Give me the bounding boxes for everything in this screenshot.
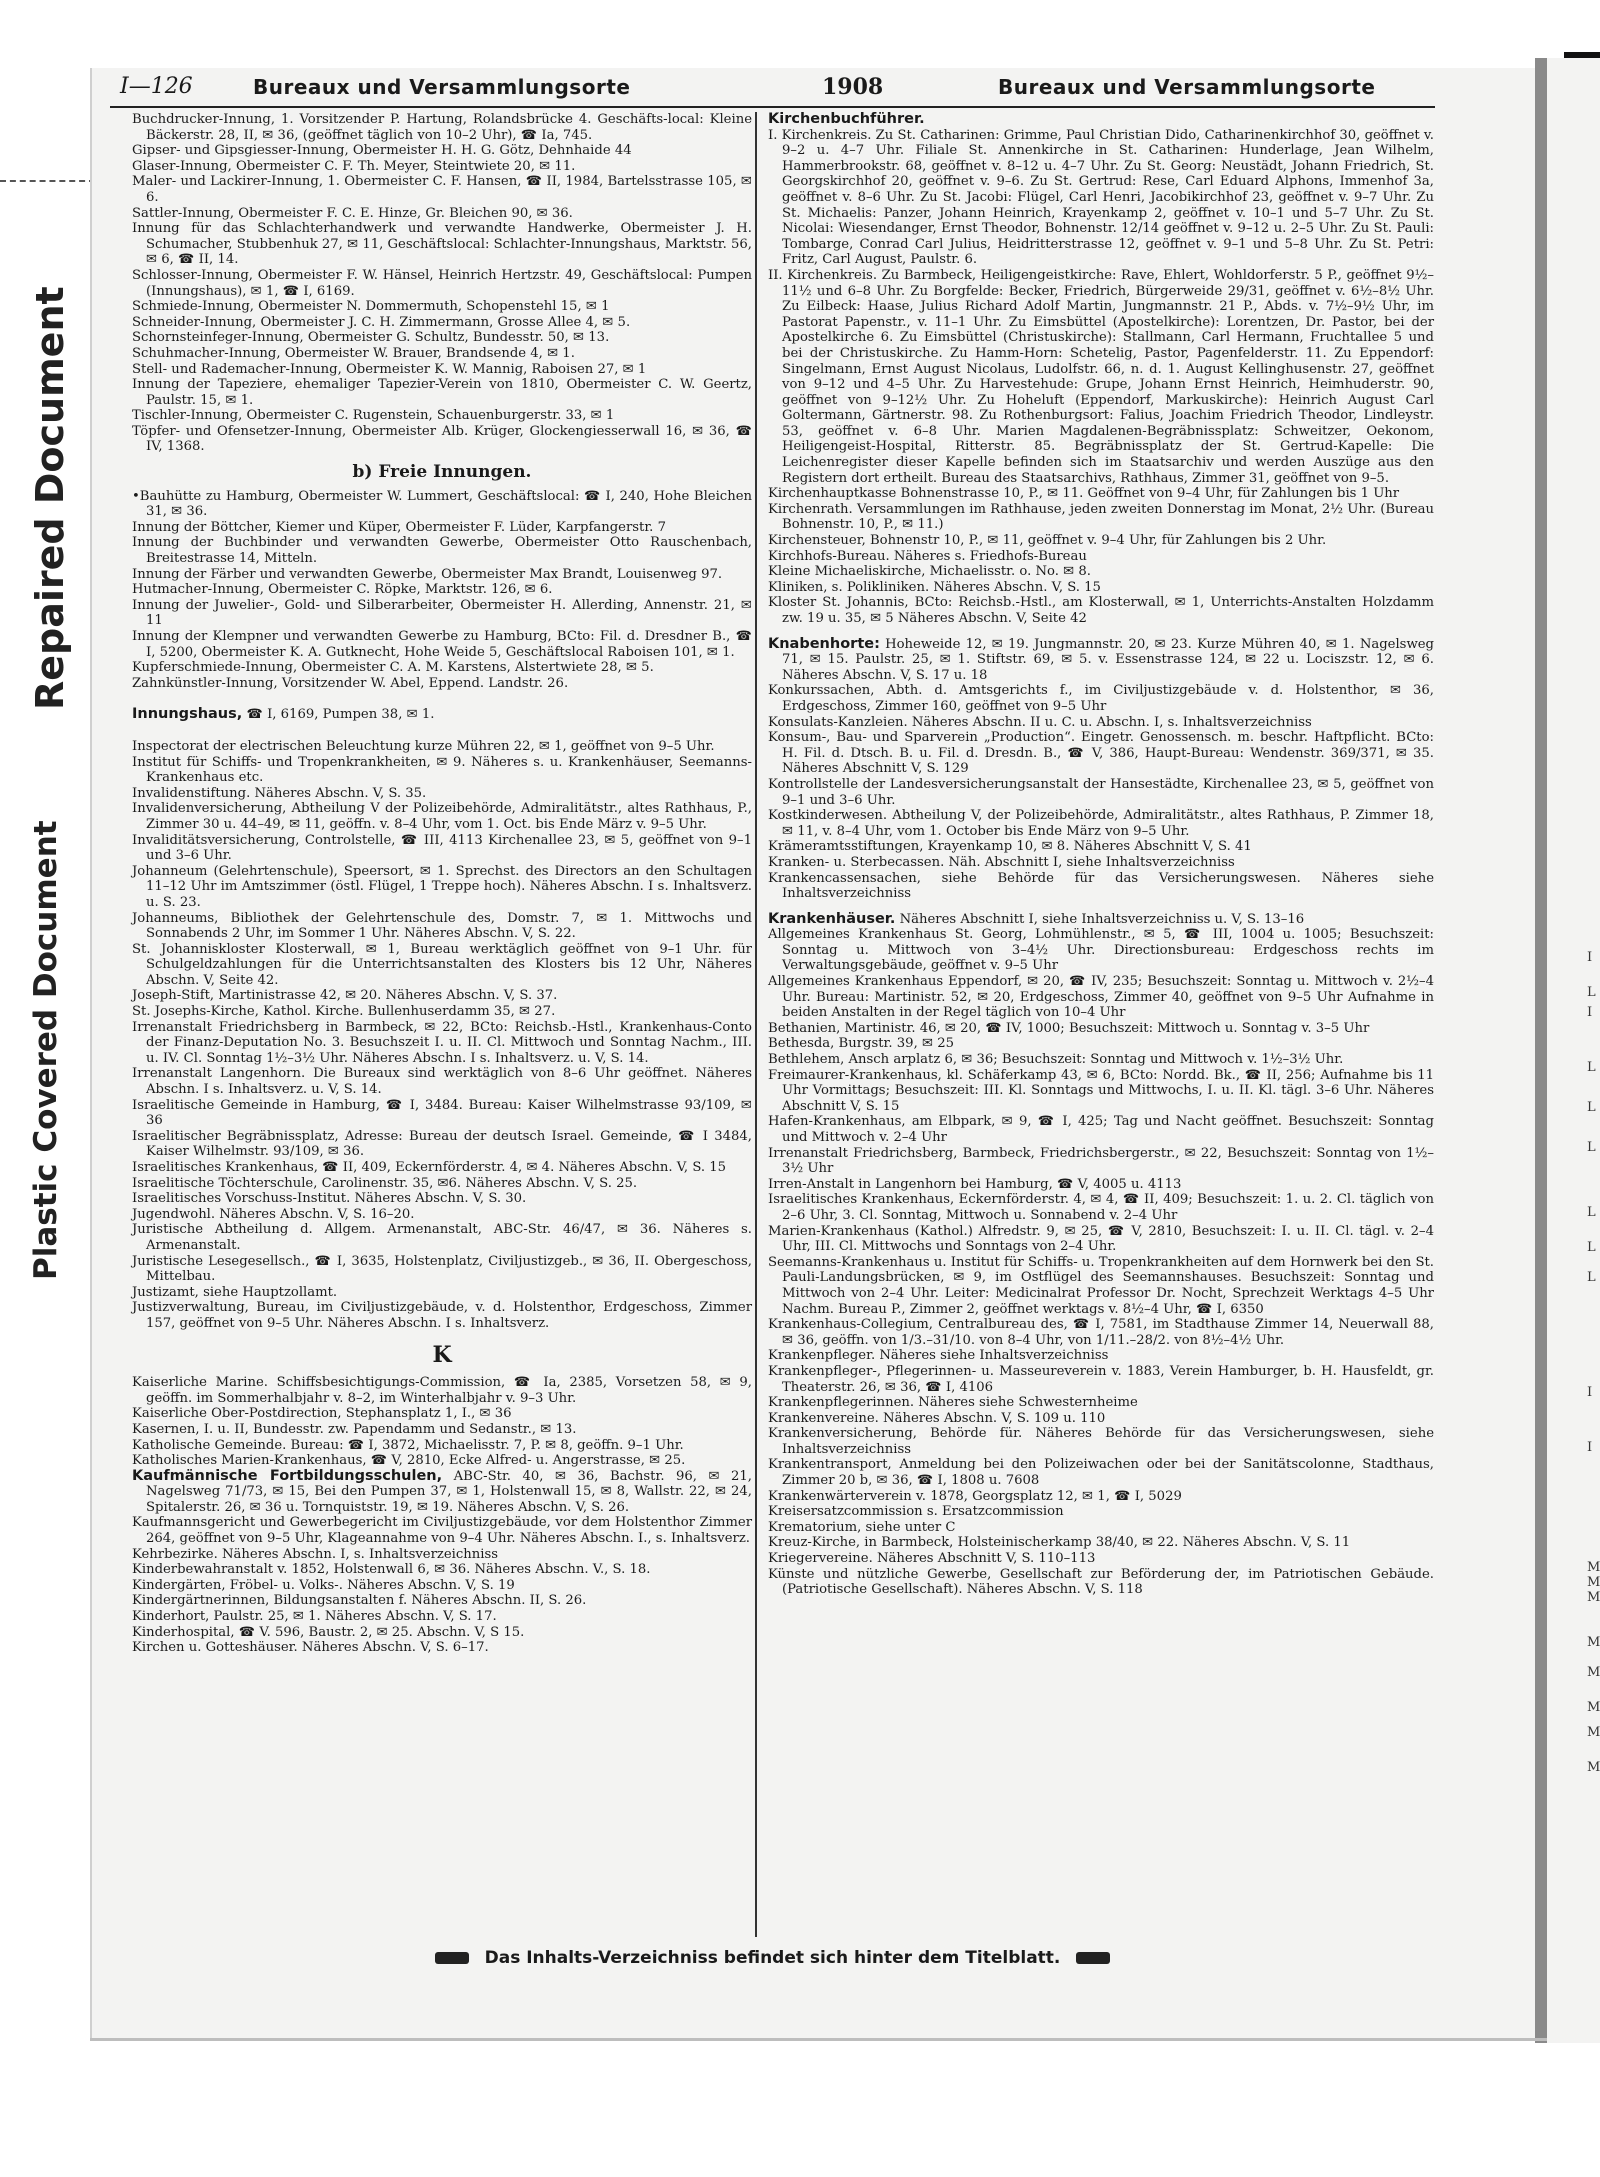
directory-entry: Kranken- u. Sterbecassen. Näh. Abschnitt I, siehe Inhaltsverzeichniss <box>768 854 1235 870</box>
directory-entry: Künste und nützliche Gewerbe, Gesellschaft zur Beförderung der, im Patriotischen Gebäude. (Patriotische Gesellschaft). Näheres Abschn. V, S. 118 <box>768 1566 1434 1598</box>
adjacent-page-fragment: M <box>1587 1760 1600 1775</box>
directory-entry: Kirchen u. Gotteshäuser. Näheres Abschn. V, S. 6–17. <box>132 1640 489 1656</box>
directory-entry: Krämeramtsstiftungen, Krayenkamp 10, ✉ 8. Näheres Abschnitt V, S. 41 <box>768 839 1252 855</box>
directory-entry: Innung der Färber und verwandten Gewerbe, Obermeister Max Brandt, Louisenweg 97. <box>132 566 723 582</box>
directory-entry: Seemanns-Krankenhaus u. Institut für Schiffs- u. Tropenkrankheiten auf dem Hornwerk bei den St. Pauli-Landungsbrücken, ✉ 9, im Ostflügel des Seemannshauses. Besuchszeit: Sonntag und Mittwoch von 2–4 Uhr. Leiter: Medicinalrat Professor Dr. Nocht, Sprechzeit Werktags 4–5 Uhr Nachm. Bureau P., Zimmer 2, geöffnet werktags v. 8½–4 Uhr, ☎ I, 6350 <box>768 1254 1434 1317</box>
directory-entry: Maler- und Lackirer-Innung, 1. Obermeister C. F. Hansen, ☎ II, 1984, Bartelsstrasse 105, ✉ 6. <box>132 174 752 205</box>
directory-entry: Marien-Krankenhaus (Kathol.) Alfredstr. 9, ✉ 25, ☎ V, 2810, Besuchszeit: I. u. II. Cl. tägl. v. 2–4 Uhr, III. Cl. Mittwochs und Sonntags von 2–4 Uhr. <box>768 1223 1434 1255</box>
krankenhaeuser-text: Näheres Abschnitt I, siehe Inhaltsverzeichniss u. V, S. 13–16 <box>895 911 1305 927</box>
directory-entry: Katholische Gemeinde. Bureau: ☎ I, 3872, Michaelisstr. 7, P. ✉ 8, geöffn. 9–1 Uhr. <box>132 1437 684 1453</box>
directory-entry: Joseph-Stift, Martinistrasse 42, ✉ 20. Näheres Abschn. V, S. 37. <box>132 988 558 1004</box>
directory-entry: Krematorium, siehe unter C <box>768 1519 956 1535</box>
directory-entry: Zahnkünstler-Innung, Vorsitzender W. Abel, Eppend. Landstr. 26. <box>132 675 569 691</box>
adjacent-page-fragment: L <box>1587 1060 1596 1075</box>
directory-entry: Allgemeines Krankenhaus Eppendorf, ✉ 20, ☎ IV, 235; Besuchszeit: Sonntag u. Mittwoch v. 2½–4 Uhr. Bureau: Martinistr. 52, ✉ 20, Erdgeschoss, Zimmer 40, geöffnet von 9–5 Uhr Aufnahme in beiden Anstalten in der Regel täglich von 10–4 Uhr <box>768 974 1434 1021</box>
directory-entry: Hafen-Krankenhaus, am Elbpark, ✉ 9, ☎ I, 425; Tag und Nacht geöffnet. Besuchszeit: Sonntag und Mittwoch v. 2–4 Uhr <box>768 1114 1434 1145</box>
innungshaus-text: ☎ I, 6169, Pumpen 38, ✉ 1. <box>242 707 435 723</box>
directory-entry: Kirchensteuer, Bohnenstr 10, P., ✉ 11, geöffnet v. 9–4 Uhr, für Zahlungen bis 2 Uhr. <box>768 533 1327 549</box>
pointing-hand-right-icon <box>1076 1952 1110 1964</box>
adjacent-page-fragment: L <box>1587 1140 1596 1155</box>
directory-entry: Invaliditätsversicherung, Controlstelle, ☎ III, 4113 Kirchenallee 23, ✉ 5, geöffnet von 9–1 und 3–6 Uhr. <box>132 832 752 864</box>
directory-entry: Inspectorat der electrischen Beleuchtung kurze Mühren 22, ✉ 1, geöffnet von 9–5 Uhr. <box>132 738 715 754</box>
directory-entry: Invalidenversicherung, Abtheilung V der Polizeibehörde, Admiralitätstr., altes Rathhaus, P., Zimmer 30 u. 44–49, ✉ 11, geöffn. v. 8–4 Uhr, vom 1. Oct. bis Ende März v. 9–5 Uhr. <box>132 801 752 832</box>
directory-entry: Stell- und Rademacher-Innung, Obermeister K. W. Mannig, Raboisen 27, ✉ 1 <box>132 361 647 377</box>
directory-entry: Krankencassensachen, siehe Behörde für das Versicherungswesen. Näheres siehe Inhaltsverzeichniss <box>768 870 1434 902</box>
adjacent-page-fragment: L <box>1587 1240 1596 1255</box>
directory-entry: Kehrbezirke. Näheres Abschn. I, s. Inhaltsverzeichniss <box>132 1546 498 1562</box>
directory-entry: Krankenpfleger-, Pflegerinnen- u. Masseureverein v. 1883, Verein Hamburger, b. H. Hausfeldt, gr. Theaterstr. 26, ✉ 36, ☎ I, 4106 <box>768 1363 1434 1395</box>
directory-entry: Innung der Buchbinder und verwandten Gewerbe, Obermeister Otto Rauschenbach, Breitestrasse 14, Mitteln. <box>132 535 752 567</box>
adjacent-page-fragment: M <box>1587 1725 1600 1740</box>
i-entries-list <box>132 739 752 1332</box>
adjacent-page-fragment: L <box>1587 985 1596 1000</box>
directory-entry: Krankenwärterverein v. 1878, Georgsplatz 12, ✉ 1, ☎ I, 5029 <box>768 1488 1182 1504</box>
adjacent-page-fragment: L <box>1587 1100 1596 1115</box>
directory-entry: Kirchhofs-Bureau. Näheres s. Friedhofs-Bureau <box>768 548 1087 564</box>
directory-entry: Israelitischer Begräbnissplatz, Adresse: Bureau der deutsch Israel. Gemeinde, ☎ I 3484, Kaiser Wilhelmstr. 93/109, ✉ 36. <box>132 1128 752 1160</box>
innungshaus-heading: Innungshaus, <box>132 706 243 723</box>
directory-entry: Juristische Abtheilung d. Allgem. Armenanstalt, ABC-Str. 46/47, ✉ 36. Näheres s. Armenanstalt. <box>132 1222 752 1253</box>
directory-entry: Töpfer- und Ofensetzer-Innung, Obermeister Alb. Krüger, Glockengiesserwall 16, ✉ 36, ☎ IV, 1368. <box>132 423 752 455</box>
directory-entry: Invalidenstiftung. Näheres Abschn. V, S. 35. <box>132 785 427 801</box>
page-bottom-edge <box>90 2038 1547 2041</box>
kfs-heading: Kaufmännische Fortbildungsschulen, <box>132 1467 443 1484</box>
knabenhorte-entry <box>768 637 1434 684</box>
adjacent-page-fragment: L <box>1587 1270 1596 1285</box>
krankenhaus-list <box>768 927 1434 1598</box>
adjacent-page-fragment: I <box>1587 1005 1593 1020</box>
directory-entry: Johanneum (Gelehrtenschule), Speersort, ✉ 1. Sprechst. des Directors an den Schultagen 11–12 Uhr im Amtszimmer (östl. Flügel, 1 Treppe hoch). Näheres Abschn. I s. Inhaltsverz. u. S. 23. <box>132 863 752 910</box>
header-left-title: Bureaux und Versammlungsorte <box>253 75 631 99</box>
directory-entry: Justizamt, siehe Hauptzollamt. <box>132 1284 338 1300</box>
directory-entry: Kaufmannsgericht und Gewerbegericht im Civiljustizgebäude, vor dem Holstenthor Zimmer 264, geöffnet von 9–5 Uhr, Klageannahme von 9–4 Uhr. Näheres Abschn. I., s. Inhaltsverz. <box>132 1515 752 1547</box>
directory-entry: Katholisches Marien-Krankenhaus, ☎ V, 2810, Ecke Alfred- u. Angerstrasse, ✉ 25. <box>132 1453 686 1469</box>
krankenhaeuser-heading: Krankenhäuser. <box>768 910 896 927</box>
krankenhaeuser-entry <box>768 912 1434 928</box>
header-year: 1908 <box>822 74 884 100</box>
adjacent-page-fragment: I <box>1587 1385 1593 1400</box>
directory-entry: Innung der Böttcher, Kiemer und Küper, Obermeister F. Lüder, Karpfangerstr. 7 <box>132 519 666 535</box>
knabenhorte-heading: Knabenhorte: <box>768 635 880 652</box>
adjacent-page-fragment: M <box>1587 1665 1600 1680</box>
directory-entry: Kinderhort, Paulstr. 25, ✉ 1. Näheres Abschn. V, S. 17. <box>132 1609 497 1625</box>
directory-entry: Irrenanstalt Friedrichsberg in Barmbeck, ✉ 22, BCto: Reichsb.-Hstl., Krankenhaus-Conto der Finanz-Deputation No. 3. Besuchszeit I. u. II. Cl. Mittwoch und Sonntag Nachm., III. u. IV. Cl. Sonntag 1½–3½ Uhr. Näheres Abschn. I s. Inhaltsverz. u. V, S. 14. <box>132 1019 752 1066</box>
directory-entry: Schlosser-Innung, Obermeister F. W. Hänsel, Heinrich Hertzstr. 49, Geschäftslocal: Pumpen (Innungshaus), ✉ 1, ☎ I, 6169. <box>132 267 752 299</box>
directory-entry: Tischler-Innung, Obermeister C. Rugenstein, Schauenburgerstr. 33, ✉ 1 <box>132 408 615 424</box>
directory-entry: Kindergärten, Fröbel- u. Volks-. Näheres Abschn. V, S. 19 <box>132 1577 515 1593</box>
page-footer <box>110 1948 1435 1968</box>
directory-entry: Irrenanstalt Friedrichsberg, Barmbeck, Friedrichsbergerstr., ✉ 22, Besuchszeit: Sonntag von 1½–3½ Uhr <box>768 1145 1434 1177</box>
adjacent-page-fragment: M <box>1587 1590 1600 1605</box>
directory-entry: Innung der Juwelier-, Gold- und Silberarbeiter, Obermeister H. Allerding, Annenstr. 21, ✉ 11 <box>132 597 752 629</box>
adjacent-page-edge <box>1547 58 1600 2043</box>
directory-entry: Kindergärtnerinnen, Bildungsanstalten f. Näheres Abschn. II, S. 26. <box>132 1593 587 1609</box>
directory-entry: Kloster St. Johannis, BCto: Reichsb.-Hstl., am Klosterwall, ✉ 1, Unterrichts-Anstalten Holzdamm zw. 19 u. 35, ✉ 5 Näheres Abschn. V, Seite 42 <box>768 595 1434 626</box>
freie-innungen-list <box>132 489 752 692</box>
directory-entry: Israelitisches Krankenhaus, Eckernförderstr. 4, ✉ 4, ☎ II, 409; Besuchszeit: 1. u. 2. Cl. täglich von 2–6 Uhr, 3. Cl. Sonntag, Mittwoch u. Sonnabend v. 2–4 Uhr <box>768 1192 1434 1223</box>
directory-entry: Kupferschmiede-Innung, Obermeister C. A. M. Karstens, Alstertwiete 28, ✉ 5. <box>132 660 654 676</box>
directory-entry: St. Josephs-Kirche, Kathol. Kirche. Bullenhuserdamm 35, ✉ 27. <box>132 1004 556 1020</box>
knabenhorte-text: Hoheweide 12, ✉ 19. Jungmannstr. 20, ✉ 23. Kurze Mühren 40, ✉ 1. Nagelsweg 71, ✉ 15. Paulstr. 25, ✉ 1. Stiftstr. 69, ✉ 5. v. Essenstrasse 124, ✉ 22 u. Lociszstr. 12, ✉ 6. Näheres Abschn. V, S. 17 u. 18 <box>782 636 1434 683</box>
directory-entry: Sattler-Innung, Obermeister F. C. E. Hinze, Gr. Bleichen 90, ✉ 36. <box>132 205 573 221</box>
directory-entry: Kontrollstelle der Landesversicherungsanstalt der Hansestädte, Kirchenallee 23, ✉ 5, geöffnet von 9–1 und 3–6 Uhr. <box>768 776 1434 808</box>
directory-entry: Kirchenrath. Versammlungen im Rathhause, jeden zweiten Donnerstag im Monat, 2½ Uhr. (Bureau Bohnenstr. 10, P., ✉ 11.) <box>768 501 1434 533</box>
side-label-repaired: Repaired Document <box>28 286 72 710</box>
directory-entry: Kaiserliche Ober-Postdirection, Stephansplatz 1, I., ✉ 36 <box>132 1406 512 1422</box>
footer-text: Das Inhalts-Verzeichniss befindet sich hinter dem Titelblatt. <box>484 1948 1061 1968</box>
adjacent-page-fragment: M <box>1587 1575 1600 1590</box>
directory-entry: Krankentransport, Anmeldung bei den Polizeiwachen oder bei der Sanitätscolonne, Stadthaus, Zimmer 20 b, ✉ 36, ☎ I, 1808 u. 7608 <box>768 1457 1434 1489</box>
page-number: I—126 <box>120 74 193 99</box>
directory-entry: Krankenversicherung, Behörde für. Näheres Behörde für das Versicherungswesen, siehe Inhaltsverzeichniss <box>768 1426 1434 1457</box>
directory-entry: Kleine Michaeliskirche, Michaelisstr. o. No. ✉ 8. <box>768 564 1091 580</box>
adjacent-page-fragment: I <box>1587 1440 1593 1455</box>
directory-entry: Kreisersatzcommission s. Ersatzcommission <box>768 1504 1064 1520</box>
adjacent-page-fragment: M <box>1587 1700 1600 1715</box>
directory-entry: Innung der Tapeziere, ehemaliger Tapezier-Verein von 1810, Obermeister C. W. Geertz, Paulstr. 15, ✉ 1. <box>132 377 752 408</box>
directory-entry: Konsulats-Kanzleien. Näheres Abschn. II u. C. u. Abschn. I, s. Inhaltsverzeichniss <box>768 714 1312 730</box>
directory-entry: Krankenhaus-Collegium, Centralbureau des, ☎ I, 7581, im Stadthause Zimmer 14, Neuerwall 88, ✉ 36, geöffn. von 1/3.–31/10. von 8–4 Uhr, von 1/11.–28/2. von 8½–4½ Uhr. <box>768 1317 1434 1348</box>
directory-entry: Kaiserliche Marine. Schiffsbesichtigungs-Commission, ☎ Ia, 2385, Vorsetzen 58, ✉ 9, geöffn. im Sommerhalbjahr v. 8–2, im Winterhalbjahr v. 9–3 Uhr. <box>132 1375 752 1406</box>
directory-entry: Irren-Anstalt in Langenhorn bei Hamburg, ☎ V, 4005 u. 4113 <box>768 1176 1182 1192</box>
kirchenbuchfuehrer-heading: Kirchenbuchführer. <box>768 111 925 127</box>
directory-entry: Jugendwohl. Näheres Abschn. V, S. 16–20. <box>132 1206 415 1222</box>
directory-entry: St. Johanniskloster Klosterwall, ✉ 1, Bureau werktäglich geöffnet von 9–1 Uhr. für Schulgeldzahlungen für die Unterrichtsanstalten des Klosters bis 12 Uhr, Näheres Abschn. V, Seite 42. <box>132 941 752 988</box>
letter-k-heading: K <box>432 1341 452 1368</box>
directory-entry: Kasernen, I. u. II, Bundesstr. zw. Papendamm und Sedanstr., ✉ 13. <box>132 1421 577 1437</box>
directory-entry: II. Kirchenkreis. Zu Barmbeck, Heiligengeistkirche: Rave, Ehlert, Wohldorferstr. 5 P., geöffnet 9½–11½ und 6–8 Uhr. Zu Borgfelde: Becker, Friedrich, Bürgerweide 29/31, geöffnet v. 6½–8½ Uhr. Zu Eilbeck: Haase, Julius Richard Adolf Martin, Jungmannstr. 21 P., Abds. v. 7½–9½ Uhr, im Pastorat Papenstr., v. 11–1 Uhr. Zu Eimsbüttel (Apostelkirche): Lorentzen, Dr. Pastor, bei der Apostelkirche 6. Zu Eimsbüttel (Christuskirche): Stallmann, Carl Hermann, Fruchtallee 5 und bei der Christuskirche. Zu Hamm-Horn: Schetelig, Pastor, Pagenfelderstr. 11. Zu Eppendorf: Singelmann, Ernst August Nicolaus, Ludolfstr. 66, n. d. 1. August Kellinghusenstr. 27, geöffnet von 9–12 und 4–5 Uhr. Zu Harvestehude: Grupe, Johann Ernst Heinrich, Heimhuderstr. 90, geöffnet von 9–12½ Uhr. Zu Hoheluft (Eppendorf, Markuskirche): Heinrich August Carl Goltermann, Gärtnerstr. 98. Zu Rothenburgsort: Falius, Joachim Friedrich Theodor, Lindleystr. 53, geöffnet v. 6–8 Uhr. Marien Magdalenen-Begräbnissplatz: Schweitzer, Oekonom, Heiligengeist-Hospital, Ritterstr. 85. Begräbnissplatz der St. Gertrud-Kapelle: Die Leichenregister dieser Kapelle befinden sich im Staatsarchiv und werden Auszüge aus den Registern dort ertheilt. Bureau des Staatsarchivs, Rathhaus, Zimmer 31, geöffnet von 9–5. <box>768 267 1434 486</box>
directory-entry: Israelitische Töchterschule, Carolinenstr. 35, ✉6. Näheres Abschn. V, S. 25. <box>132 1175 638 1191</box>
scan-top-margin <box>0 0 1600 52</box>
directory-entry: Innung für das Schlachterhandwerk und verwandte Handwerke, Obermeister J. H. Schumacher, Stubbenhuk 27, ✉ 11, Geschäftslocal: Schlachter-Innungshaus, Marktstr. 56, ✉ 6, ☎ II, 14. <box>132 221 752 268</box>
header-right-title: Bureaux und Versammlungsorte <box>998 75 1376 99</box>
directory-entry: Konsum-, Bau- und Sparverein „Production“. Eingetr. Genossensch. m. beschr. Haftpflicht. BCto: H. Fil. d. Dtsch. B. u. Fil. d. Dresdn. B., ☎ V, 386, Haupt-Bureau: Wendenstr. 369/371, ✉ 35. Näheres Abschnitt V, S. 129 <box>768 730 1434 777</box>
directory-entry: Schmiede-Innung, Obermeister N. Dommermuth, Schopenstehl 15, ✉ 1 <box>132 299 610 315</box>
left-column <box>132 112 752 1656</box>
page-gutter-shadow <box>1535 58 1547 2043</box>
directory-entry: Schneider-Innung, Obermeister J. C. H. Zimmermann, Grosse Allee 4, ✉ 5. <box>132 314 631 330</box>
directory-entry: Innung der Klempner und verwandten Gewerbe zu Hamburg, BCto: Fil. d. Dresdner B., ☎ I, 5200, Obermeister K. A. Gutknecht, Hohe Weide 5, Geschäftslocal Raboisen 101, ✉ 1. <box>132 629 752 660</box>
directory-entry: Kinderhospital, ☎ V. 596, Baustr. 2, ✉ 25. Abschn. V, S 15. <box>132 1624 525 1640</box>
innungshaus-entry <box>132 707 752 723</box>
directory-entry: Hutmacher-Innung, Obermeister C. Röpke, Marktstr. 126, ✉ 6. <box>132 582 553 598</box>
directory-entry: Bethesda, Burgstr. 39, ✉ 25 <box>768 1036 954 1052</box>
directory-entry: Israelitisches Vorschuss-Institut. Näheres Abschn. V, S. 30. <box>132 1191 527 1207</box>
side-label <box>0 286 72 1310</box>
k-entries-list <box>132 1375 752 1469</box>
directory-entry: Schornsteinfeger-Innung, Obermeister G. Schultz, Bundesstr. 50, ✉ 13. <box>132 330 610 346</box>
directory-entry: Kirchenhauptkasse Bohnenstrasse 10, P., ✉ 11. Geöffnet von 9–4 Uhr, für Zahlungen bis 1 Uhr <box>768 486 1400 502</box>
adjacent-page-fragment: M <box>1587 1635 1600 1650</box>
directory-entry: Kriegervereine. Näheres Abschnitt V, S. 110–113 <box>768 1551 1096 1567</box>
directory-entry: Konkurssachen, Abth. d. Amtsgerichts f., im Civiljustizgebäude v. d. Holstenthor, ✉ 36, Erdgeschoss, Zimmer 160, geöffnet von 9–5 Uhr <box>768 683 1434 714</box>
directory-entry: Buchdrucker-Innung, 1. Vorsitzender P. Hartung, Rolandsbrücke 4. Geschäfts-local: Kleine Bäckerstr. 28, II, ✉ 36, (geöffnet täglich von 10–2 Uhr), ☎ Ia, 745. <box>132 112 752 143</box>
directory-entry: Kliniken, s. Polikliniken. Näheres Abschn. V, S. 15 <box>768 579 1101 595</box>
directory-entry: Glaser-Innung, Obermeister C. F. Th. Meyer, Steintwiete 20, ✉ 11. <box>132 158 576 174</box>
directory-entry: Kostkinderwesen. Abtheilung V, der Polizeibehörde, Admiralitätstr., altes Rathhaus, P. Zimmer 18, ✉ 11, v. 8–4 Uhr, vom 1. October bis Ende März von 9–5 Uhr. <box>768 808 1434 839</box>
directory-entry: I. Kirchenkreis. Zu St. Catharinen: Grimme, Paul Christian Dido, Catharinenkirchhof 30, geöffnet v. 9–2 u. 4–7 Uhr. Filiale St. Annenkirche in St. Catharinen: Hunderlage, Jean Wilhelm, Hammerbrookstr. 68, geöffnet v. 8–12 u. 4–7 Uhr. Zu St. Georg: Neustädt, Johann Friedrich, St. Georgskirchhof 20, geöffnet v. 9–6. Zu St. Gertrud: Rese, Carl Eduard Alphons, Immenhof 3a, geöffnet v. 8–6 Uhr. Zu St. Jacobi: Flügel, Carl Henri, Jacobikirchhof 23, geöffnet v. 9–7 Uhr. Zu St. Michaelis: Panzer, Johann Heinrich, Krayenkamp 2, geöffnet v. 10–1 und 5–7 Uhr. Zu St. Nicolai: Wiesendanger, Ernst Theodor, Bohnenstr. 12/14 geöffnet v. 9–12 u. 2–5 Uhr. Zu St. Pauli: Tombarge, Conrad Carl Julius, Heidritterstrasse 12, geöffnet v. 9–1 und 5–8 Uhr. Zu St. Petri: Fritz, Carl August, Paulstr. 6. <box>768 127 1434 268</box>
directory-entry: Allgemeines Krankenhaus St. Georg, Lohmühlenstr., ✉ 5, ☎ III, 1004 u. 1005; Besuchszeit: Sonntag u. Mittwoch von 3–4½ Uhr. Directionsbureau: Erdgeschoss rechts im Verwaltungsgebäude, geöffnet v. 9–5 Uhr <box>768 927 1434 974</box>
directory-entry: Freimaurer-Krankenhaus, kl. Schäferkamp 43, ✉ 6, BCto: Nordd. Bk., ☎ II, 256; Aufnahme bis 11 Uhr Vormittags; Besuchszeit: III. Kl. Sonntags und Mittwochs, I. u. II. Kl. tägl. 3–6 Uhr. Näheres Abschnitt V, S. 15 <box>768 1067 1434 1114</box>
directory-entry: Institut für Schiffs- und Tropenkrankheiten, ✉ 9. Näheres s. u. Krankenhäuser, Seemanns-Krankenhaus etc. <box>132 754 752 786</box>
right-column <box>768 112 1434 1598</box>
directory-entry: Israelitische Gemeinde in Hamburg, ☎ I, 3484. Bureau: Kaiser Wilhelmstrasse 93/109, ✉ 36 <box>132 1097 752 1129</box>
directory-entry: Krankenpflegerinnen. Näheres siehe Schwesternheime <box>768 1395 1138 1411</box>
page-header <box>110 70 1435 108</box>
k-entries-list-2 <box>132 1515 752 1655</box>
directory-entry: Juristische Lesegesellsch., ☎ I, 3635, Holstenplatz, Civiljustizgeb., ✉ 36, II. Obergeschoss, Mittelbau. <box>132 1253 752 1285</box>
ko-entries-list <box>768 683 1434 901</box>
pointing-hand-left-icon <box>435 1952 469 1964</box>
freie-innungen-heading: b) Freie Innungen. <box>352 462 532 483</box>
innungen-list <box>132 112 752 455</box>
directory-entry: Bethlehem, Ansch arplatz 6, ✉ 36; Besuchszeit: Sonntag und Mittwoch v. 1½–3½ Uhr. <box>768 1052 1344 1068</box>
dashed-guide-line <box>0 180 95 182</box>
directory-entry: •Bauhütte zu Hamburg, Obermeister W. Lummert, Geschäftslocal: ☎ I, 240, Hohe Bleichen 31, ✉ 36. <box>132 488 752 520</box>
side-label-plastic: Plastic Covered Document <box>28 820 64 1280</box>
kfs-entry <box>132 1469 752 1516</box>
kirchen-list <box>768 128 1434 627</box>
directory-entry: Gipser- und Gipsgiesser-Innung, Obermeister H. H. G. Götz, Dehnhaide 44 <box>132 143 632 159</box>
directory-entry: Bethanien, Martinistr. 46, ✉ 20, ☎ IV, 1000; Besuchszeit: Mittwoch u. Sonntag v. 3–5 Uhr <box>768 1020 1370 1036</box>
column-divider <box>755 112 757 1937</box>
directory-entry: Irrenanstalt Langenhorn. Die Bureaux sind werktäglich von 8–6 Uhr geöffnet. Näheres Abschn. I s. Inhaltsverz. u. V, S. 14. <box>132 1066 752 1098</box>
adjacent-page-fragment: I <box>1587 950 1593 965</box>
directory-entry: Justizverwaltung, Bureau, im Civiljustizgebäude, v. d. Holstenthor, Erdgeschoss, Zimmer 157, geöffnet von 9–5 Uhr. Näheres Abschn. I s. Inhaltsverz. <box>132 1300 752 1331</box>
directory-entry: Kinderbewahranstalt v. 1852, Holstenwall 6, ✉ 36. Näheres Abschn. V., S. 18. <box>132 1562 651 1578</box>
adjacent-page-fragment: L <box>1587 1205 1596 1220</box>
directory-entry: Schuhmacher-Innung, Obermeister W. Brauer, Brandsende 4, ✉ 1. <box>132 345 575 361</box>
directory-entry: Krankenpfleger. Näheres siehe Inhaltsverzeichniss <box>768 1348 1109 1364</box>
directory-entry: Krankenvereine. Näheres Abschn. V, S. 109 u. 110 <box>768 1410 1106 1426</box>
directory-entry: Kreuz-Kirche, in Barmbeck, Holsteinischerkamp 38/40, ✉ 22. Näheres Abschn. V, S. 11 <box>768 1535 1351 1551</box>
kfs-text: ABC-Str. 40, ✉ 36, Bachstr. 96, ✉ 21, Nagelsweg 71/73, ✉ 15, Bei den Pumpen 37, ✉ 1, Holstenwall 15, ✉ 8, Wallstr. 22, ✉ 24, Spitalerstr. 26, ✉ 36 u. Tornquiststr. 19, ✉ 19. Näheres Abschn. V, S. 26. <box>146 1468 752 1515</box>
adjacent-page-fragment: M <box>1587 1560 1600 1575</box>
directory-entry: Israelitisches Krankenhaus, ☎ II, 409, Eckernförderstr. 4, ✉ 4. Näheres Abschn. V, S. 15 <box>132 1160 727 1175</box>
directory-entry: Johanneums, Bibliothek der Gelehrtenschule des, Domstr. 7, ✉ 1. Mittwochs und Sonnabends 2 Uhr, im Sommer 1 Uhr. Näheres Abschn. V, S. 22. <box>132 910 752 942</box>
